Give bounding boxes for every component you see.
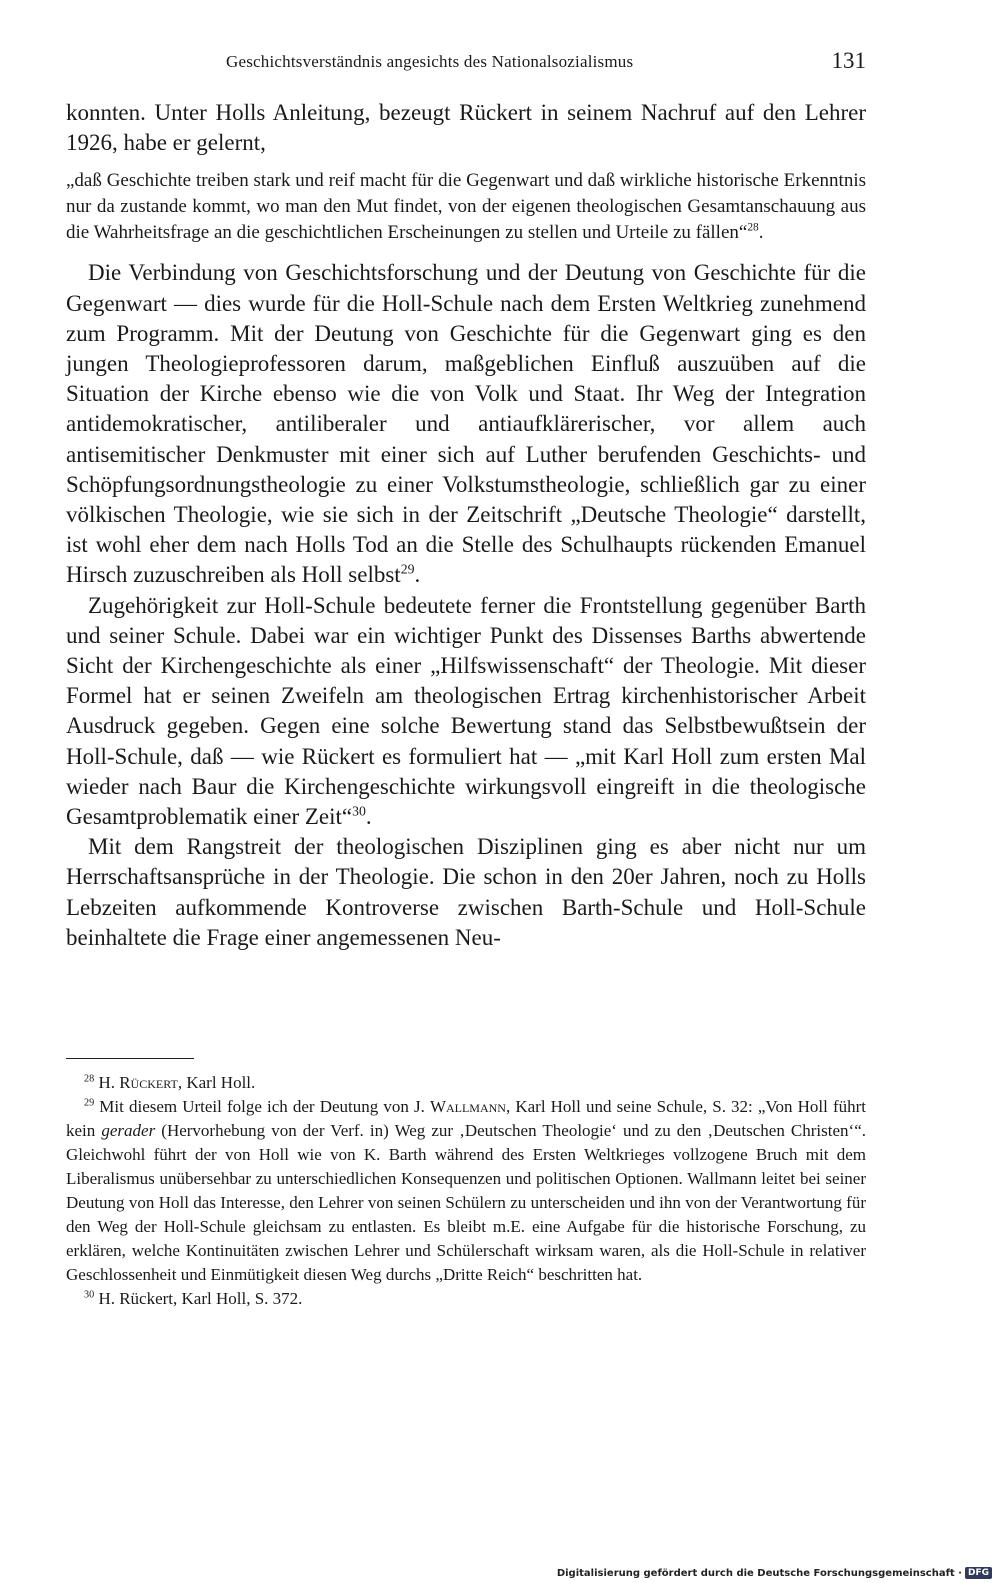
quote-end: .: [758, 222, 764, 244]
page-number: 131: [831, 48, 866, 73]
footnote-ref-29[interactable]: 29: [400, 561, 415, 577]
paragraph-3: [66, 591, 866, 833]
block-quote: [66, 168, 866, 246]
paragraph-3-end: .: [365, 804, 372, 830]
footnote-text: , Karl Holl und seine Schule, S. 32: „Von Holl führt kein: [66, 1097, 866, 1140]
page-header: [66, 48, 866, 80]
footnote-number: 28: [84, 1073, 95, 1085]
footnotes: [66, 1071, 866, 1311]
footnote-number: 30: [84, 1289, 95, 1301]
credit-text: Digitalisierung gefördert durch die Deutsche Forschungsgemeinschaft ·: [556, 1567, 962, 1579]
footnote-text: , Karl Holl.: [177, 1073, 256, 1092]
footnote-text: Mit diesem Urteil folge ich der Deutung von J.: [99, 1097, 430, 1116]
footnote-text: (Hervorhebung von der Verf. in) Weg zur ‚Deutschen Theologie‘ und zu den ‚Deutschen Christen‘“. Gleichwohl führt der von Holl wie von K. Barth während des Ersten Weltkrieges vollzogene Bruch mit dem Liberalismus unübersehbar zu unterschiedlichen Konsequenzen und politischen Optionen. Wallmann leitet bei seiner Deutung von Holl das Interesse, den Lehrer von seinen Schülern zu unterscheiden und ihn von der Verantwortung für den Weg der Holl-Schule gleichsam zu entlasten. Es bleibt m.E. eine Aufgabe für die historische Forschung, zu erklären, welche Kontinuitäten zwischen Lehrer und Schülerschaft wirksam waren, als die Holl-Schule in relativer Geschlossenheit und Einmütigkeit diesen Weg durchs „Dritte Reich“ beschritten hat.: [66, 1121, 866, 1284]
footnote-ref-28[interactable]: 28: [747, 222, 759, 235]
footnote-29: [66, 1095, 866, 1287]
author-name: H. Rückert: [98, 1073, 178, 1092]
footnote-divider: [66, 1058, 194, 1059]
paragraph-1: konnten. Unter Holls Anleitung, bezeugt Rückert in seinem Nachruf auf den Lehrer 1926, habe er gelernt,: [66, 100, 866, 156]
emphasized-word: gerader: [101, 1121, 156, 1140]
paragraph-2: [66, 258, 866, 590]
footnote-28: [66, 1071, 866, 1095]
author-name: Wallmann: [429, 1097, 506, 1116]
dfg-logo-icon: DFG: [965, 1567, 992, 1579]
footnote-number: 29: [84, 1097, 95, 1109]
footnote-30: [66, 1287, 866, 1311]
digitization-credit: [557, 1567, 992, 1579]
paragraph-3-text: Zugehörigkeit zur Holl-Schule bedeutete ferner die Frontstellung gegenüber Barth und seiner Schule. Dabei war ein wichtiger Punkt des Dissenses Barths abwertende Sicht der Kirchengeschichte als einer „Hilfswissenschaft“ der Theologie. Mit dieser Formel hat er seinen Zweifeln am theologischen Ertrag kirchenhistorischer Arbeit Ausdruck gegeben. Gegen eine solche Bewertung stand das Selbstbewußtsein der Holl-Schule, daß — wie Rückert es formuliert hat — „mit Karl Holl zum ersten Mal wieder nach Baur die Kirchengeschichte wirkungsvoll eingreift in die theologische Gesamtproblematik einer Zeit“: [66, 592, 866, 830]
paragraph-2-end: .: [414, 562, 421, 588]
footnote-ref-30[interactable]: 30: [352, 803, 366, 819]
quote-text: „daß Geschichte treiben stark und reif macht für die Gegenwart und daß wirkliche historische Erkenntnis nur da zustande kommt, wo man den Mut findet, von der eigenen theologischen Gesamtanschauung aus die Wahrheitsfrage an die geschichtlichen Erscheinungen zu stellen und Urteile zu fällen“: [66, 170, 866, 244]
running-head: Geschichtsverständnis angesichts des Nationalsozialismus: [226, 52, 634, 71]
paragraph-4: Mit dem Rangstreit der theologischen Disziplinen ging es aber nicht nur um Herrschaftsansprüche in der Theologie. Die schon in den 20er Jahren, noch zu Holls Lebzeiten aufkommende Kontroverse zwischen Barth-Schule und Holl-Schule beinhaltete die Frage einer angemessenen Neu-: [66, 834, 866, 950]
paragraph-2-text: Die Verbindung von Geschichtsforschung und der Deutung von Geschichte für die Gegenwart — dies wurde für die Holl-Schule nach dem Ersten Weltkrieg zunehmend zum Programm. Mit der Deutung von Geschichte für die Gegenwart ging es den jungen Theologieprofessoren darum, maßgeblichen Einfluß auszuüben auf die Situation der Kirche ebenso wie die von Volk und Staat. Ihr Weg der Integration antidemokratischer, antiliberaler und antiaufklärerischer, vor allem auch antisemitischer Denkmuster mit einer sich auf Luther berufenden Geschichts- und Schöpfungsordnungstheologie zu einer Volkstumstheologie, schließlich gar zu einer völkischen Theologie, wie sie sich in der Zeitschrift „Deutsche Theologie“ darstellt, ist wohl eher dem nach Holls Tod an die Stelle des Schulhaupts rückenden Emanuel Hirsch zuzuschreiben als Holl selbst: [66, 260, 866, 588]
main-text: [66, 98, 866, 953]
footnote-text: H. Rückert, Karl Holl, S. 372.: [98, 1289, 303, 1308]
